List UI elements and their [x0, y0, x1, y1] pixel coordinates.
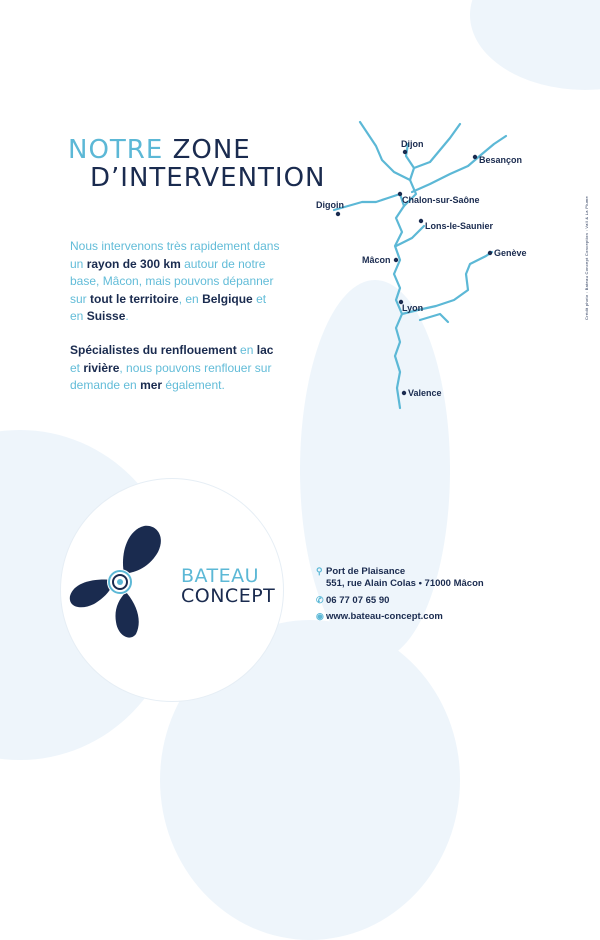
title-part1: NOTRE [68, 135, 164, 165]
text-bold: tout le territoire [90, 291, 179, 306]
text-segment: , en [178, 291, 203, 306]
city-dot-besancon [473, 155, 477, 159]
text-bold: Belgique [202, 291, 253, 306]
city-label-digoin: Digoin [316, 200, 344, 210]
river-map [300, 110, 540, 415]
phone-number: 06 77 07 65 90 [326, 595, 390, 606]
city-dot-macon [394, 258, 398, 262]
text-bold: mer [140, 378, 163, 392]
text-segment: en [236, 343, 257, 357]
city-label-chalon: Chalon-sur-Saône [402, 195, 480, 205]
title-line2: D’INTERVENTION [90, 163, 326, 193]
city-dot-dijon [403, 150, 407, 154]
text-bold: rayon de 300 km [86, 256, 181, 271]
text-segment: , nous pouvons renflouer sur demande en [70, 360, 272, 392]
page-title [68, 136, 325, 192]
address-line1: Port de Plaisance [326, 566, 406, 577]
text-segment: . [125, 309, 129, 323]
phone[interactable] [316, 594, 389, 607]
city-dot-geneve [488, 251, 492, 255]
text-segment: également. [162, 378, 225, 392]
text-bold: rivière [83, 360, 120, 375]
website-url: www.bateau-concept.com [326, 611, 443, 622]
text-bold: Spécialistes du renflouement [70, 343, 237, 357]
text-segment: Nous intervenons très rapidement dans un [70, 239, 280, 271]
brand-line1: BATEAU [181, 565, 260, 587]
title-part2: ZONE [172, 135, 251, 165]
address-line2: 551, rue Alain Colas • 71000 Mâcon [326, 578, 484, 589]
city-label-lons: Lons-le-Saunier [425, 221, 494, 231]
globe-icon: ◉ [316, 611, 324, 621]
specialty-paragraph [70, 342, 280, 395]
intro-paragraph [70, 238, 280, 326]
address [316, 565, 484, 590]
city-label-besancon: Besançon [479, 155, 523, 165]
city-label-valence: Valence [408, 388, 442, 398]
brand-line2: CONCEPT [181, 585, 276, 607]
location-pin-icon: ⚲ [316, 566, 323, 576]
text-segment: et en [70, 291, 267, 323]
propeller-logo-icon [62, 522, 182, 642]
city-dot-lons [419, 219, 423, 223]
side-credit: Crédit photo : Bateau Concept Conception : Vall & La Plume [584, 195, 589, 320]
city-label-geneve: Genève [494, 248, 527, 258]
city-label-lyon: Lyon [402, 303, 424, 313]
website-link[interactable] [316, 610, 443, 623]
text-bold: lac [256, 343, 274, 357]
text-segment: et [70, 360, 84, 375]
city-label-macon: Mâcon [362, 255, 391, 265]
city-dot-digoin [336, 212, 340, 216]
text-bold: Suisse [86, 309, 126, 323]
phone-icon: ✆ [316, 595, 324, 605]
city-label-dijon: Dijon [401, 139, 424, 149]
brand-name [181, 566, 275, 606]
city-dot-valence [402, 391, 406, 395]
text-segment: autour de notre base, Mâcon, mais pouvons dépanner sur [70, 256, 274, 306]
